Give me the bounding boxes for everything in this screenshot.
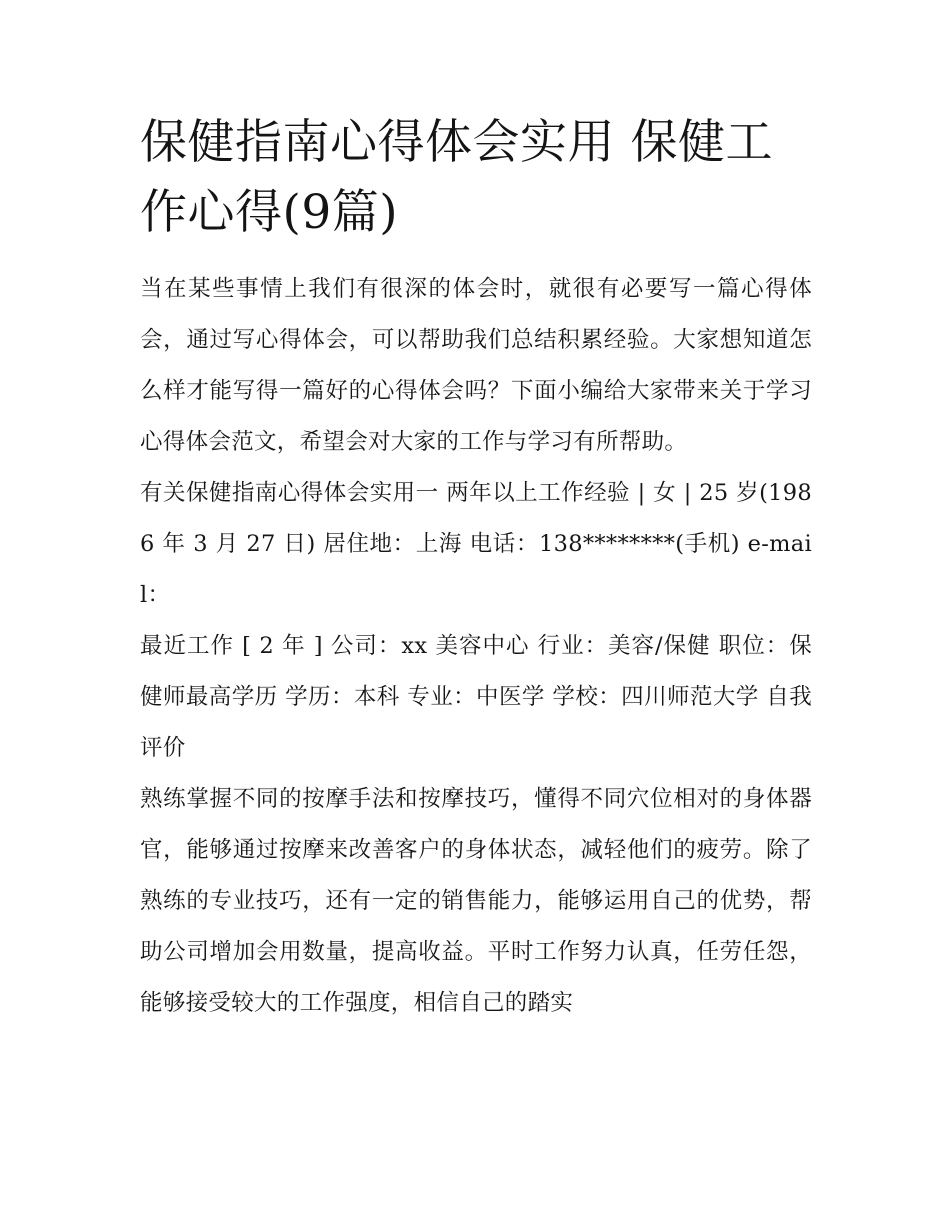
document-title: 保健指南心得体会实用 保健工作心得(9篇) bbox=[140, 115, 773, 240]
document-body bbox=[140, 264, 812, 1029]
work-education-paragraph: 最近工作 [ 2 年 ] 公司：xx 美容中心 行业：美容/保健 职位：保健师最高学历 学历：本科 专业：中医学 学校：四川师范大学 自我评价 bbox=[140, 633, 812, 761]
intro-paragraph: 当在某些事情上我们有很深的体会时，就很有必要写一篇心得体会，通过写心得体会，可以帮助我们总结积累经验。大家想知道怎么样才能写得一篇好的心得体会吗？下面小编给大家带来关于学习心得体会范文，希望会对大家的工作与学习有所帮助。 bbox=[140, 276, 812, 455]
profile-paragraph: 有关保健指南心得体会实用一 两年以上工作经验 | 女 | 25 岁(1986 年 3 月 27 日) 居住地：上海 电话：138********(手机) e-mail： bbox=[140, 480, 812, 608]
document-page bbox=[140, 108, 812, 1029]
self-evaluation-paragraph: 熟练掌握不同的按摩手法和按摩技巧，懂得不同穴位相对的身体器官，能够通过按摩来改善客户的身体状态，减轻他们的疲劳。除了熟练的专业技巧，还有一定的销售能力，能够运用自己的优势，帮助公司增加会用数量，提高收益。平时工作努力认真，任劳任怨，能够接受较大的工作强度，相信自己的踏实 bbox=[140, 786, 812, 1016]
